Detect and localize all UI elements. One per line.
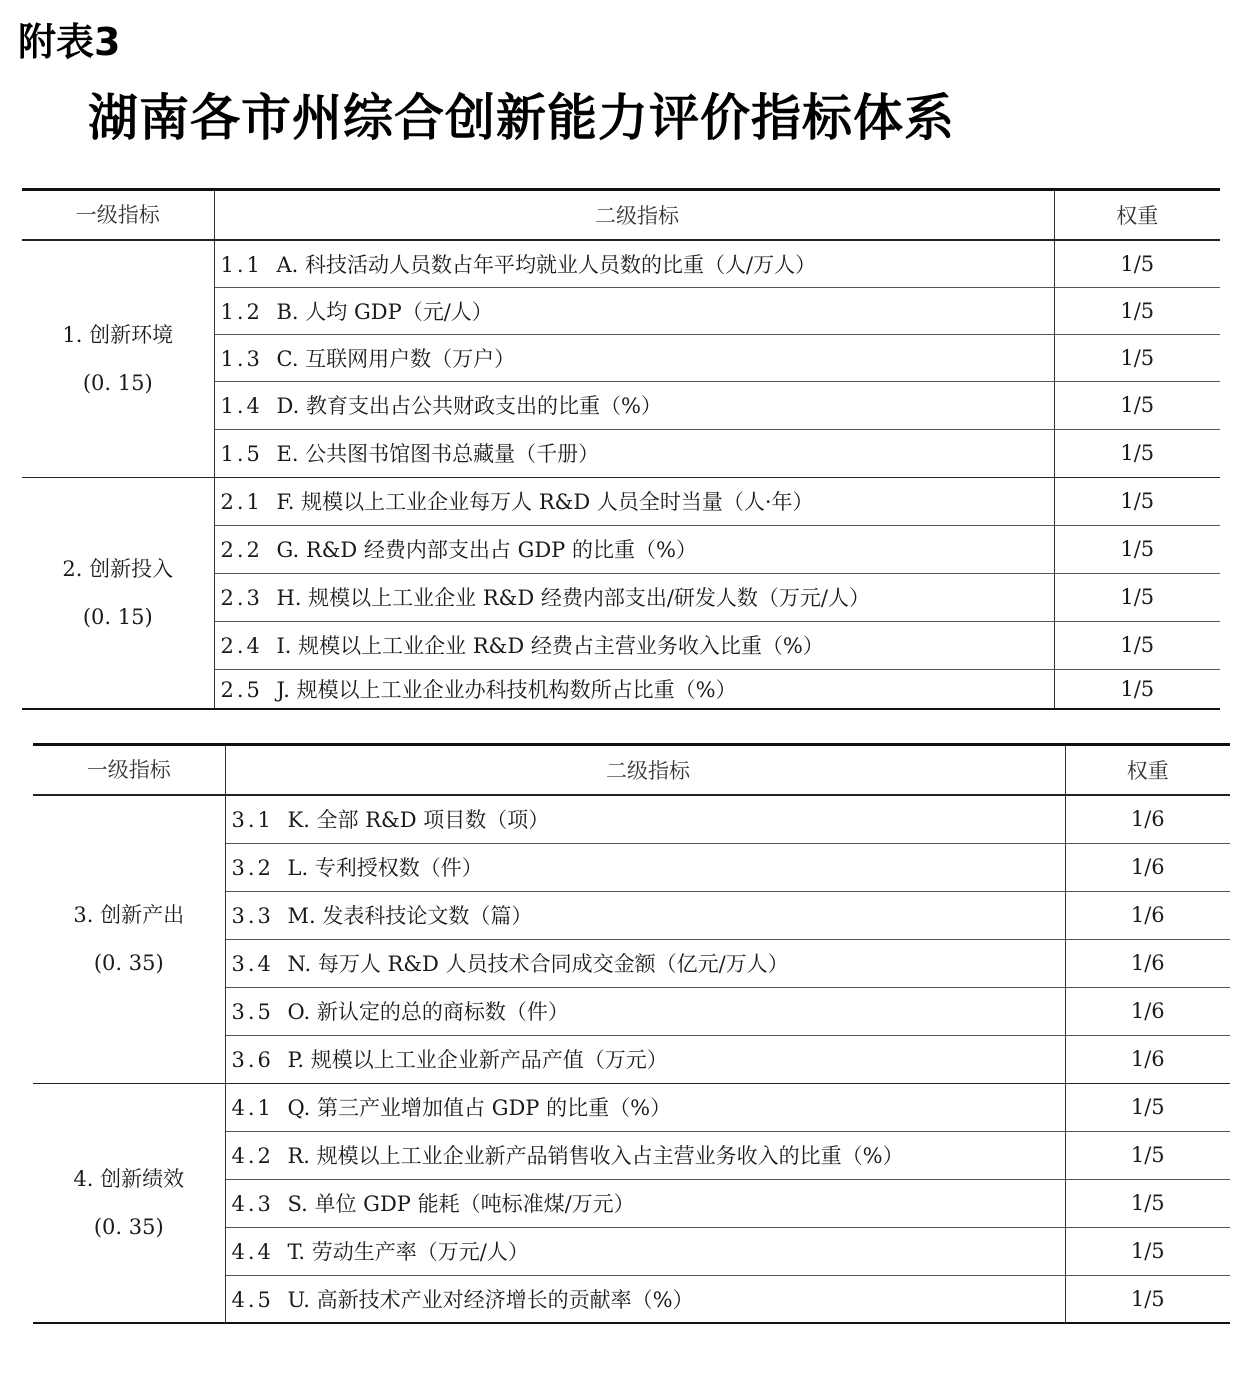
indicator-number: 4.5 bbox=[231, 1287, 274, 1312]
indicator-cell bbox=[225, 987, 1065, 1035]
indicator-number: 4.3 bbox=[231, 1192, 274, 1216]
indicator-number: 4.4 bbox=[231, 1240, 274, 1264]
indicator-text: G. R&D 经费内部支出占 GDP 的比重（%） bbox=[276, 538, 697, 562]
category-name: 4. 创新绩效 bbox=[73, 1166, 185, 1191]
indicator-weight: 1/5 bbox=[1054, 381, 1220, 429]
indicator-text: K. 全部 R&D 项目数（项） bbox=[287, 808, 550, 833]
category-name: 2. 创新投入 bbox=[62, 556, 174, 581]
category-cell bbox=[22, 477, 214, 709]
category-cell bbox=[33, 795, 225, 1083]
indicator-cell bbox=[214, 240, 1054, 287]
indicator-cell bbox=[225, 1227, 1065, 1275]
header-weight: 权重 bbox=[1065, 745, 1230, 796]
header-level1: 一级指标 bbox=[22, 190, 214, 241]
indicator-text: H. 规模以上工业企业 R&D 经费内部支出/研发人数（万元/人） bbox=[276, 586, 871, 610]
header-level2: 二级指标 bbox=[214, 190, 1054, 241]
indicator-number: 3.2 bbox=[231, 856, 274, 880]
indicator-weight: 1/5 bbox=[1054, 429, 1220, 477]
indicator-text: S. 单位 GDP 能耗（吨标准煤/万元） bbox=[287, 1192, 635, 1216]
indicator-cell bbox=[225, 1179, 1065, 1227]
indicator-cell bbox=[225, 843, 1065, 891]
indicator-cell bbox=[214, 334, 1054, 381]
indicator-cell bbox=[225, 1131, 1065, 1179]
indicator-weight: 1/5 bbox=[1054, 477, 1220, 525]
indicator-cell bbox=[214, 573, 1054, 621]
indicator-text: N. 每万人 R&D 人员技术合同成交金额（亿元/万人） bbox=[287, 952, 789, 976]
category-weight: (0. 15) bbox=[82, 604, 153, 629]
indicator-text: A. 科技活动人员数占年平均就业人员数的比重（人/万人） bbox=[276, 252, 817, 277]
indicator-text: M. 发表科技论文数（篇） bbox=[287, 904, 533, 928]
indicator-number: 4.2 bbox=[231, 1144, 274, 1168]
indicator-text: T. 劳动生产率（万元/人） bbox=[287, 1240, 529, 1264]
indicator-weight: 1/5 bbox=[1065, 1227, 1230, 1275]
category-cell bbox=[22, 240, 214, 477]
category-cell bbox=[33, 1083, 225, 1323]
category-name: 1. 创新环境 bbox=[62, 322, 174, 347]
indicator-cell bbox=[214, 669, 1054, 709]
indicator-weight: 1/5 bbox=[1065, 1083, 1230, 1131]
indicator-cell bbox=[225, 891, 1065, 939]
indicator-text: Q. 第三产业增加值占 GDP 的比重（%） bbox=[287, 1096, 672, 1120]
indicator-number: 1.5 bbox=[220, 442, 263, 466]
indicator-table-1 bbox=[22, 188, 1220, 710]
indicator-text: B. 人均 GDP（元/人） bbox=[276, 299, 493, 324]
indicator-text: R. 规模以上工业企业新产品销售收入占主营业务收入的比重（%） bbox=[287, 1144, 904, 1168]
indicator-weight: 1/5 bbox=[1054, 621, 1220, 669]
indicator-cell bbox=[225, 1275, 1065, 1323]
indicator-number: 1.3 bbox=[220, 346, 263, 371]
indicator-cell bbox=[214, 429, 1054, 477]
indicator-weight: 1/5 bbox=[1054, 287, 1220, 334]
header-weight: 权重 bbox=[1054, 190, 1220, 241]
indicator-number: 3.5 bbox=[231, 1000, 274, 1024]
indicator-weight: 1/6 bbox=[1065, 891, 1230, 939]
indicator-cell bbox=[225, 795, 1065, 843]
indicator-cell bbox=[214, 525, 1054, 573]
indicator-text: P. 规模以上工业企业新产品产值（万元） bbox=[287, 1048, 668, 1072]
indicator-text: C. 互联网用户数（万户） bbox=[276, 346, 516, 371]
indicator-weight: 1/5 bbox=[1120, 676, 1155, 701]
indicator-text: U. 高新技术产业对经济增长的贡献率（%） bbox=[287, 1287, 694, 1312]
indicator-text: J. 规模以上工业企业办科技机构数所占比重（%） bbox=[276, 677, 737, 702]
category-weight: (0. 35) bbox=[93, 951, 164, 976]
indicator-number: 2.1 bbox=[220, 490, 263, 514]
category-weight: (0. 15) bbox=[82, 370, 153, 395]
indicator-text: F. 规模以上工业企业每万人 R&D 人员全时当量（人·年） bbox=[276, 490, 814, 514]
indicator-text: E. 公共图书馆图书总藏量（千册） bbox=[276, 442, 600, 466]
appendix-label: 附表3 bbox=[18, 20, 121, 64]
indicator-cell bbox=[214, 287, 1054, 334]
indicator-cell bbox=[214, 477, 1054, 525]
header-level2: 二级指标 bbox=[225, 745, 1065, 796]
indicator-weight: 1/6 bbox=[1065, 939, 1230, 987]
indicator-weight: 1/5 bbox=[1065, 1131, 1230, 1179]
indicator-number: 4.1 bbox=[231, 1096, 274, 1120]
page-title: 湖南各市州综合创新能力评价指标体系 bbox=[88, 89, 955, 147]
category-weight: (0. 35) bbox=[93, 1214, 164, 1239]
indicator-weight: 1/5 bbox=[1054, 240, 1220, 287]
indicator-weight: 1/5 bbox=[1054, 525, 1220, 573]
indicator-weight: 1/6 bbox=[1065, 795, 1230, 843]
indicator-weight: 1/5 bbox=[1054, 334, 1220, 381]
indicator-weight: 1/6 bbox=[1065, 843, 1230, 891]
indicator-cell bbox=[214, 621, 1054, 669]
indicator-text: D. 教育支出占公共财政支出的比重（%） bbox=[276, 394, 662, 418]
indicator-weight: 1/5 bbox=[1065, 1179, 1230, 1227]
indicator-number: 2.3 bbox=[220, 586, 263, 610]
indicator-number: 3.4 bbox=[231, 952, 274, 976]
indicator-weight: 1/6 bbox=[1065, 1035, 1230, 1083]
indicator-number: 1.4 bbox=[220, 394, 263, 418]
header-level1: 一级指标 bbox=[33, 745, 225, 796]
indicator-number: 1.1 bbox=[220, 252, 263, 277]
indicator-number: 3.1 bbox=[231, 808, 274, 833]
indicator-weight: 1/6 bbox=[1065, 987, 1230, 1035]
indicator-number: 2.2 bbox=[220, 538, 263, 562]
indicator-text: L. 专利授权数（件） bbox=[287, 856, 483, 880]
indicator-number: 2.4 bbox=[220, 634, 263, 658]
indicator-number: 2.5 bbox=[220, 677, 263, 702]
indicator-text: I. 规模以上工业企业 R&D 经费占主营业务收入比重（%） bbox=[276, 634, 824, 658]
category-name: 3. 创新产出 bbox=[73, 903, 185, 928]
indicator-cell bbox=[225, 1035, 1065, 1083]
indicator-weight: 1/5 bbox=[1054, 573, 1220, 621]
indicator-weight: 1/5 bbox=[1130, 1286, 1165, 1311]
indicator-number: 1.2 bbox=[220, 299, 263, 324]
indicator-cell bbox=[225, 939, 1065, 987]
indicator-cell bbox=[214, 381, 1054, 429]
indicator-text: O. 新认定的总的商标数（件） bbox=[287, 1000, 569, 1024]
indicator-table-2 bbox=[33, 743, 1230, 1324]
indicator-number: 3.3 bbox=[231, 904, 274, 928]
indicator-cell bbox=[225, 1083, 1065, 1131]
indicator-number: 3.6 bbox=[231, 1048, 274, 1072]
